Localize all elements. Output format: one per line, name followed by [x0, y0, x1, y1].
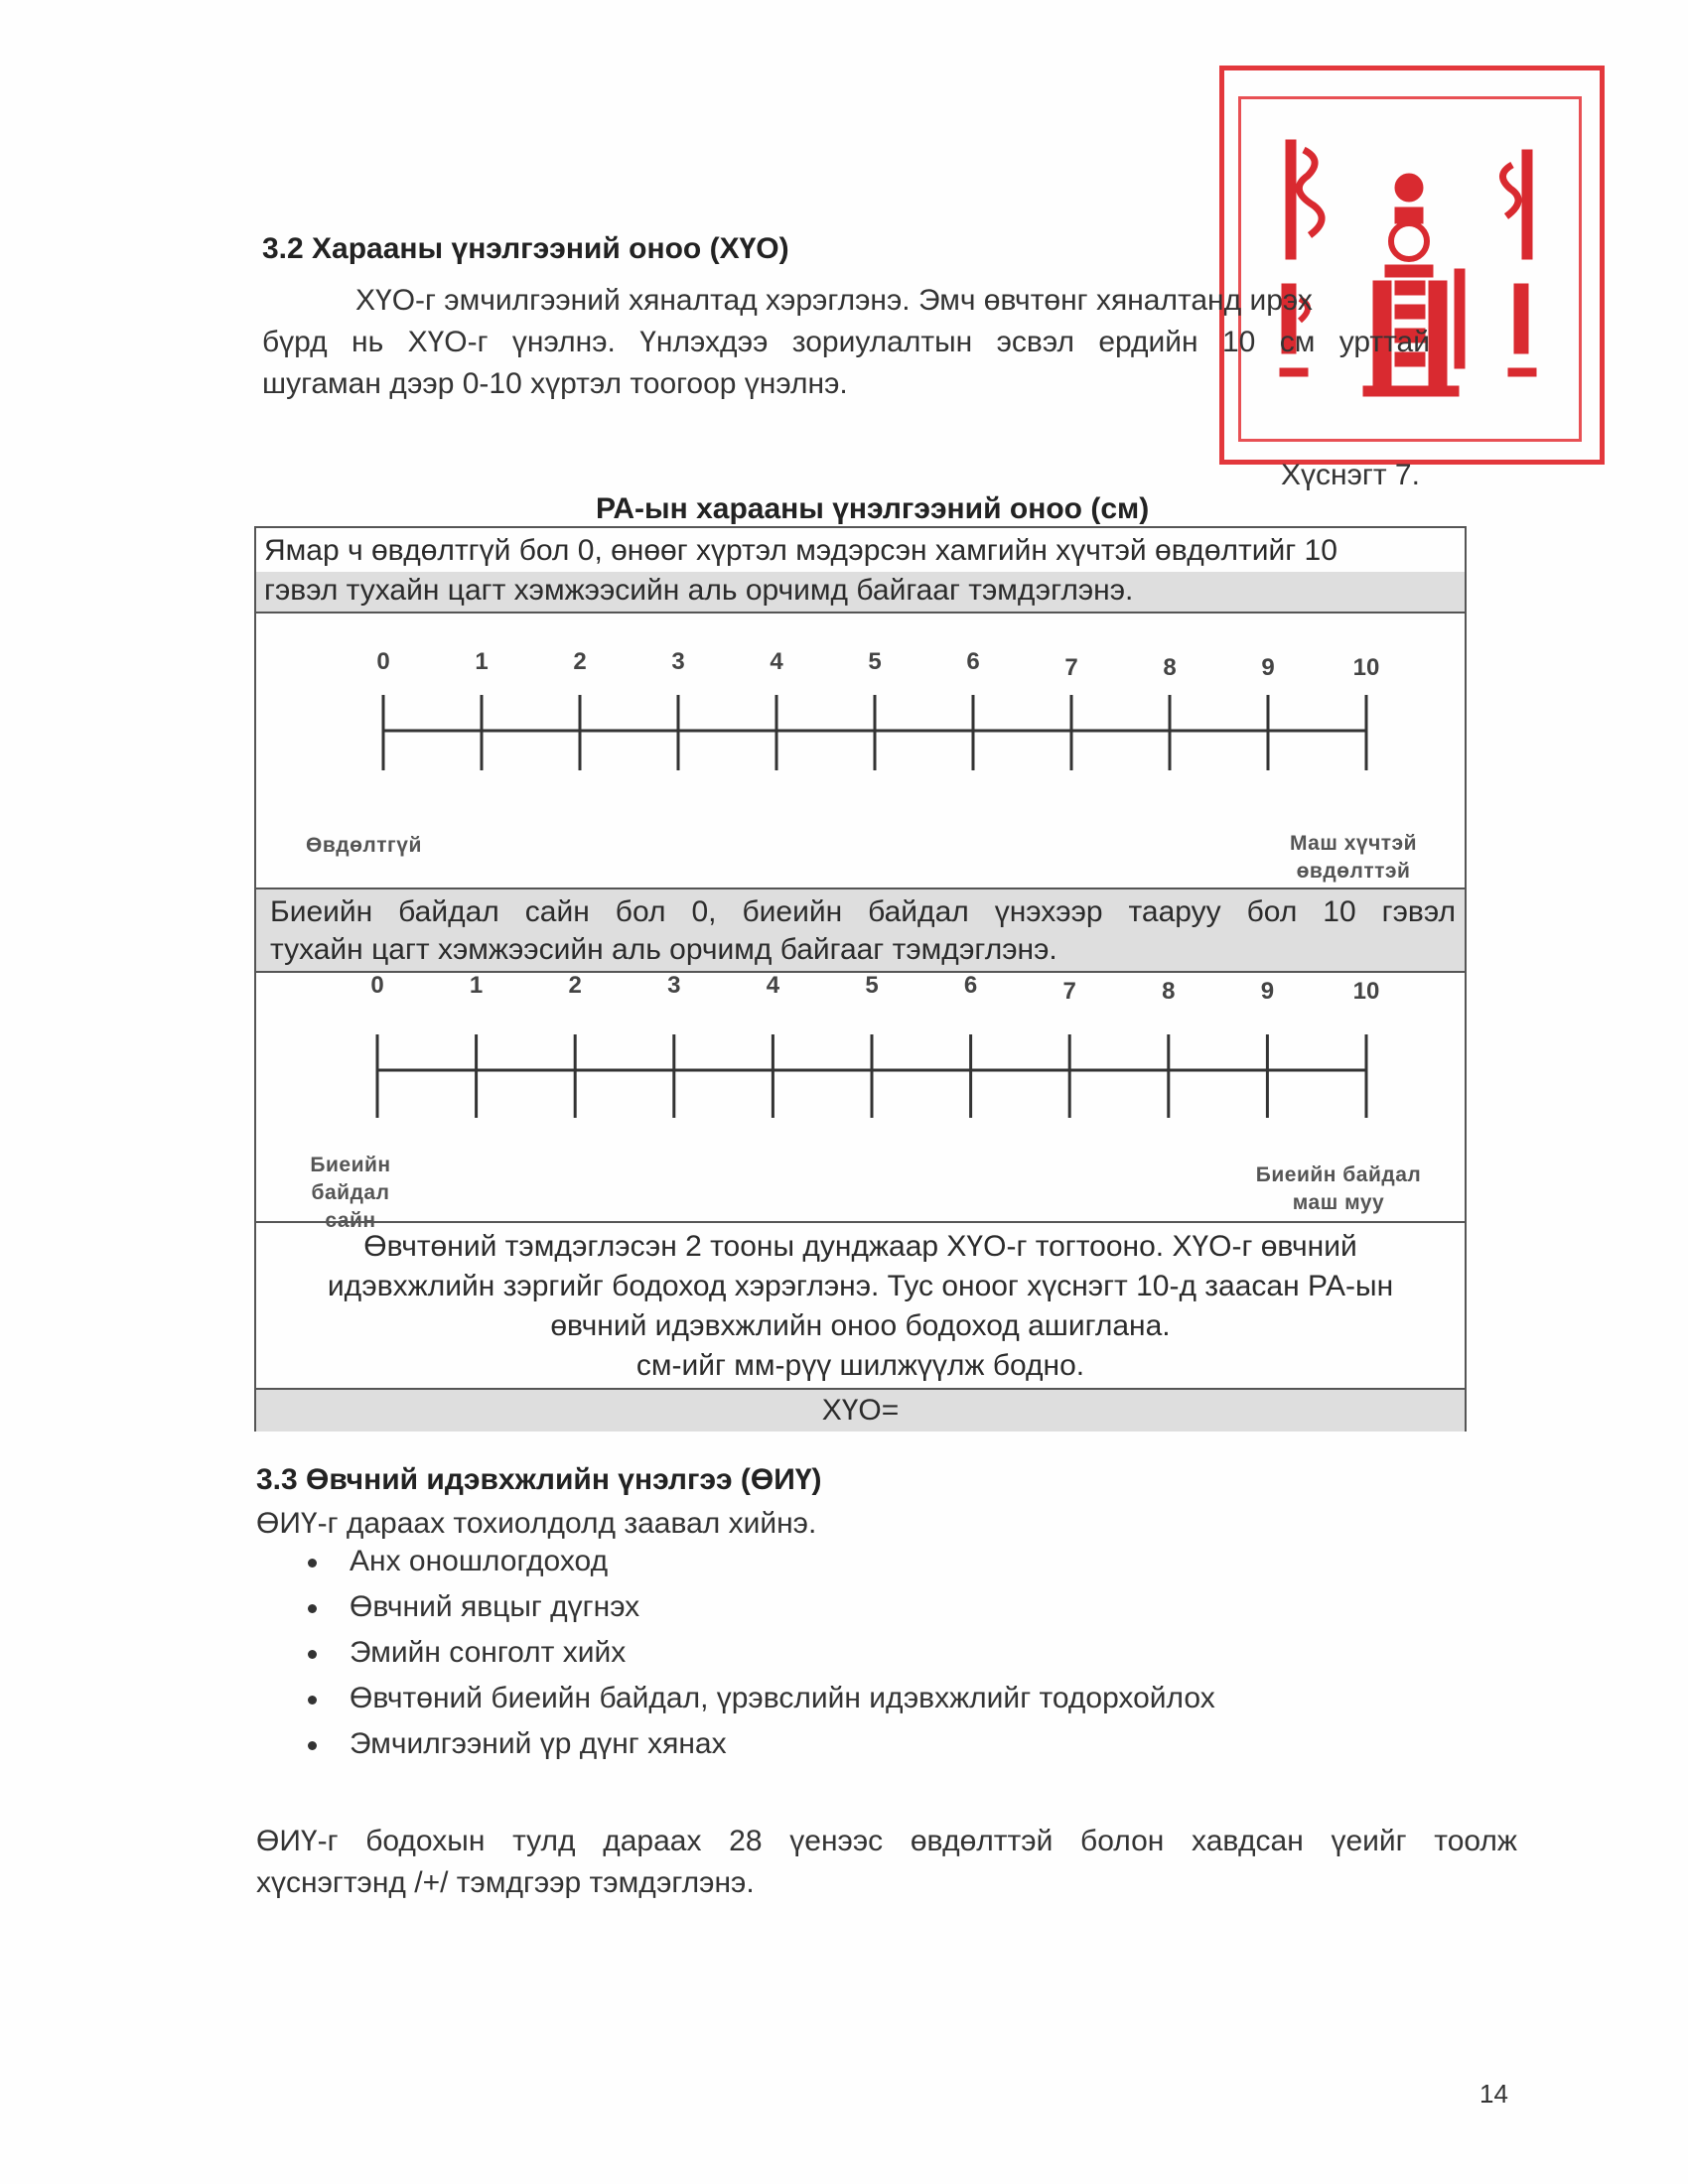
note-line3: өвчний идэвхжлийн оноо бодоход ашиглана.	[550, 1309, 1171, 1342]
condition-scale-tick-label-6: 6	[963, 973, 978, 999]
row-condition-instruction	[256, 889, 1465, 973]
usage-list-item	[350, 1727, 727, 1761]
usage-list-item	[350, 1682, 1215, 1715]
section-3-3-intro: ӨИҮ-г дараах тохиолдолд заавал хийнэ.	[256, 1507, 817, 1540]
condition-scale-tick-label-0: 0	[370, 973, 384, 999]
pain-instruction-line1: Ямар ч өвдөлтгүй бол 0, өнөөг хүртэл мэдэрсэн хамгийн хүчтэй өвдөлтийг 10	[264, 534, 1337, 567]
pain-scale-right-label	[1279, 830, 1428, 886]
condition-scale-tick-label-10: 10	[1352, 978, 1380, 1005]
note-text	[256, 1227, 1465, 1386]
table-title: РА-ын хараaны үнэлгээний оноо (см)	[596, 492, 1150, 525]
note-line1: Өвчтөний тэмдэглэсэн 2 тооны дунджаар ХҮО-г тогтооно. ХҮО-г өвчний	[363, 1230, 1357, 1263]
note-line4: см-ийг мм-рүү шилжүүлж бодно.	[635, 1349, 1085, 1382]
bullet-icon	[308, 1650, 317, 1659]
usage-list-item-label: Өвчний явцыг дүгнэх	[350, 1590, 640, 1623]
condition-scale-right-label-line2: маш муу	[1292, 1191, 1385, 1214]
pain-scale-tick-label-9: 9	[1261, 654, 1275, 681]
pain-scale-right-label-line1: Маш хүчтэй	[1289, 832, 1418, 855]
usage-list-item-label: Өвчтөний биеийн байдал, үрэвслийн идэвхжлийг тодорхойлох	[350, 1682, 1215, 1714]
usage-list-item-label: Эмчилгээний үр дүнг хянах	[350, 1727, 727, 1760]
vas-table	[254, 526, 1467, 1432]
table-caption: Хүснэгт 7.	[1281, 459, 1420, 491]
condition-scale-right-label	[1239, 1161, 1438, 1217]
row-condition-scale	[256, 973, 1465, 1232]
condition-scale-tick-label-2: 2	[568, 973, 582, 999]
section-3-3-heading: 3.3 Өвчний идэвхжлийн үнэлгээ (ӨИҮ)	[256, 1463, 822, 1496]
usage-list-item	[350, 1545, 608, 1578]
row-result	[256, 1390, 1465, 1432]
pain-scale-left-label: Өвдөлтгүй	[306, 834, 422, 857]
pain-scale-tick-label-6: 6	[966, 648, 980, 675]
condition-scale-tick-label-1: 1	[469, 973, 484, 999]
section-3-2-paragraph-line2: бүрд нь ХҮО-г үнэлнэ. Үнлэхдээ зориулалтын эсвэл ердийн 10 см урттай	[262, 326, 1430, 358]
section-3-3-closing-line1: ӨИҮ-г бодохын тулд дараах 28 үенээс өвдөлттэй болон хавдсан үеийг тоолж	[256, 1825, 1517, 1857]
condition-scale-tick-label-7: 7	[1062, 978, 1076, 1005]
pain-scale-tick-label-4: 4	[770, 648, 783, 675]
usage-list-item-label: Анх оношлогдоход	[350, 1545, 609, 1577]
condition-instruction-line1: Биеийн байдал сайн бол 0, биеийн байдал үнэхээр тааруу бол 10 гэвэл	[270, 895, 1456, 928]
condition-scale-tick-label-8: 8	[1162, 978, 1176, 1005]
pain-scale-tick-label-7: 7	[1064, 654, 1078, 681]
result-label: ХҮО=	[821, 1394, 900, 1427]
pain-scale-tick-label-8: 8	[1163, 654, 1177, 681]
pain-scale-tick-label-5: 5	[868, 648, 882, 675]
pain-scale-tick-label-2: 2	[573, 648, 587, 675]
bullet-icon	[308, 1604, 317, 1613]
condition-scale-tick-label-9: 9	[1260, 978, 1275, 1005]
row-note	[256, 1223, 1465, 1390]
condition-scale-left-label-line2: байдал сайн	[311, 1181, 390, 1232]
usage-list-item-label: Эмийн сонголт хийх	[350, 1636, 627, 1669]
pain-scale-tick-label-1: 1	[475, 648, 489, 675]
condition-scale-tick-label-5: 5	[865, 973, 879, 999]
bullet-icon	[308, 1741, 317, 1750]
condition-scale-tick-label-3: 3	[667, 973, 681, 999]
condition-scale-tick-label-4: 4	[766, 973, 780, 999]
seal-emblem-icon	[1224, 70, 1600, 460]
row-pain-scale	[256, 614, 1465, 889]
page-number: 14	[1479, 2079, 1508, 2109]
usage-list-item	[350, 1590, 639, 1624]
section-3-3-closing-line2: хүснэгтэнд /+/ тэмдгээр тэмдэглэнэ.	[256, 1866, 755, 1899]
official-seal	[1219, 66, 1605, 465]
condition-scale-right-label-line1: Биеийн байдал	[1255, 1163, 1422, 1186]
bullet-icon	[308, 1559, 317, 1568]
pain-instruction-line2: гэвэл тухайн цагт хэмжээсийн аль орчимд байгааг тэмдэглэнэ.	[264, 574, 1134, 607]
section-3-2-heading: 3.2 Хараaны үнэлгээний оноо (ХҮО)	[262, 232, 789, 265]
pain-scale-tick-label-3: 3	[671, 648, 685, 675]
pain-scale-tick-label-10: 10	[1352, 654, 1380, 681]
pain-scale-tick-label-0: 0	[376, 648, 390, 675]
condition-instruction-line2: тухайн цагт хэмжээсийн аль орчимд байгааг тэмдэглэнэ.	[270, 933, 1057, 966]
section-3-2-paragraph-line1: ХҮО-г эмчилгээний хяналтад хэрэглэнэ. Эмч өвчтөнг хяналтанд ирэх	[355, 284, 1313, 317]
usage-list	[350, 1545, 1342, 1773]
usage-list-item	[350, 1636, 626, 1670]
pain-scale-right-label-line2: өвдөлттэй	[1296, 860, 1411, 883]
condition-scale-left-label-line1: Биеийн	[310, 1154, 391, 1176]
row-pain-instruction	[256, 528, 1465, 614]
bullet-icon	[308, 1696, 317, 1705]
section-3-2-paragraph-line3: шугаман дээр 0-10 хүртэл тоогоор үнэлнэ.	[262, 367, 848, 400]
note-line2: идэвхжлийн зэргийг бодоход хэрэглэнэ. Тус оноог хүснэгт 10-д заасан РА-ын	[327, 1270, 1394, 1302]
